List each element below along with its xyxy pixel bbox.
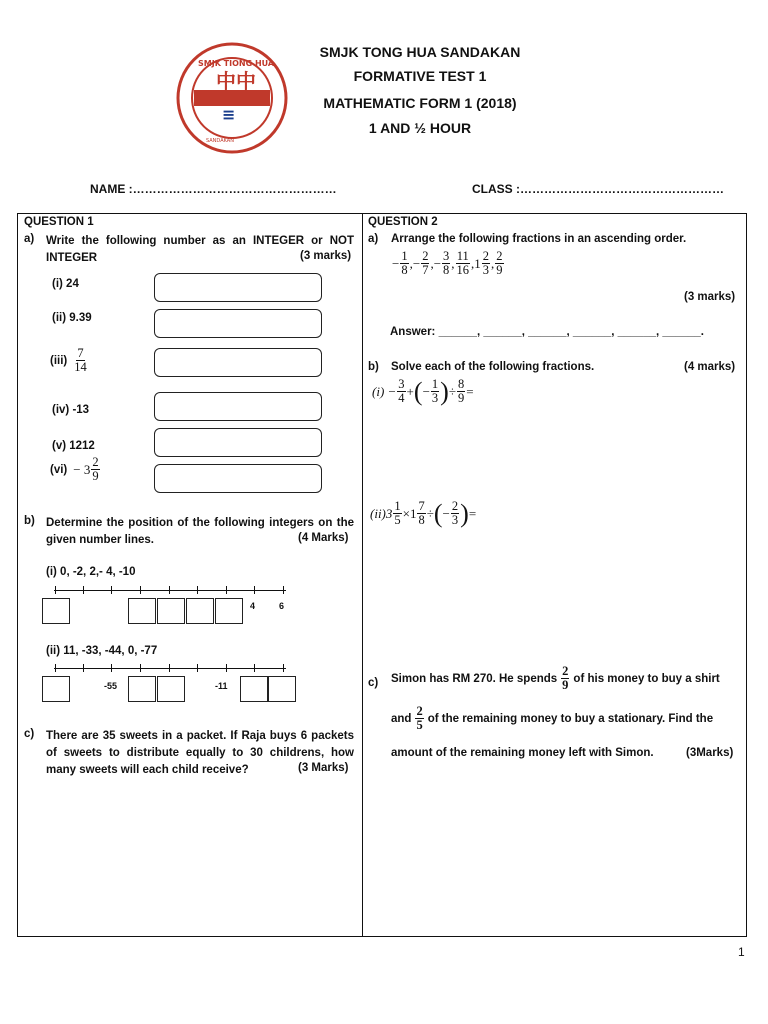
tick xyxy=(55,586,56,594)
answer-box-5[interactable] xyxy=(154,428,322,457)
duration: 1 AND ½ HOUR xyxy=(368,120,472,136)
q2a-text: Arrange the following fractions in an ascending order. xyxy=(391,233,687,245)
q2-title: QUESTION 2 xyxy=(368,216,438,228)
q1a-label: a) xyxy=(24,233,35,245)
fraction: $\frac{1}{3}$ xyxy=(431,377,439,406)
q2a-fraction-list: − $\frac{1}{8}$ ,− $\frac{2}{7}$ ,− $\frac{3}{8}$ , $\frac{11}{16}$ ,1 $\frac{2}{3}$ , $\frac{2}{9}$ xyxy=(392,249,503,278)
number-line-2-box-5[interactable] xyxy=(268,676,296,702)
fraction: $\frac{7}{8}$ xyxy=(418,499,425,528)
q1a-item-4: (iv) -13 xyxy=(52,404,90,416)
fraction-2-5: $\frac{2}{5}$ xyxy=(416,704,423,733)
fraction: $\frac{2}{3}$ xyxy=(451,499,459,528)
tick xyxy=(55,664,56,672)
q2a-answer-line[interactable]: Answer: ______, ______, ______, ______, ______, ______. xyxy=(390,326,704,338)
tick-label: 4 xyxy=(250,601,256,611)
fraction: $\frac{2}{9}$ xyxy=(496,249,503,278)
fraction: $\frac{3}{4}$ xyxy=(398,377,405,406)
number-line-2-label: (ii) 11, -33, -44, 0, -77 xyxy=(46,645,158,657)
tick xyxy=(169,586,170,594)
q1c-label: c) xyxy=(24,728,35,740)
number-line-1-box-1[interactable] xyxy=(42,598,70,624)
answer-box-4[interactable] xyxy=(154,392,322,421)
test-title: FORMATIVE TEST 1 xyxy=(353,68,487,84)
q2a-marks: (3 marks) xyxy=(684,291,736,303)
tick xyxy=(254,664,255,672)
q1a-text: Write the following number as an INTEGER or NOT INTEGER xyxy=(46,235,354,264)
fraction: $\frac{11}{16}$ xyxy=(456,249,470,278)
tick-label: -55 xyxy=(104,681,118,691)
q1-title: QUESTION 1 xyxy=(24,216,94,228)
svg-text:≡: ≡ xyxy=(222,105,236,124)
tick xyxy=(111,664,112,672)
number-line-1 xyxy=(54,590,286,591)
tick xyxy=(197,664,198,672)
tick xyxy=(283,664,284,672)
answer-box-2[interactable] xyxy=(154,309,322,338)
tick xyxy=(111,586,112,594)
q1a-item-5: (v) 1212 xyxy=(52,440,95,452)
number-line-1-box-3[interactable] xyxy=(157,598,185,624)
q1a-item-6: (vi) − 3 $\frac{2}{9}$ xyxy=(50,455,99,484)
q2b-marks: (4 marks) xyxy=(684,361,736,373)
q2c-line-3: amount of the remaining money left with Simon. xyxy=(391,747,654,759)
q2c-label: c) xyxy=(368,677,379,689)
class-field[interactable]: CLASS :…………………………………………… xyxy=(472,182,724,196)
tick xyxy=(169,664,170,672)
q2b-text: Solve each of the following fractions. xyxy=(391,361,595,373)
q2a-label: a) xyxy=(368,233,379,245)
column-divider xyxy=(362,213,363,936)
number-line-2-box-4[interactable] xyxy=(240,676,268,702)
q1a-marks: (3 marks) xyxy=(300,250,352,262)
number-line-2-box-1[interactable] xyxy=(42,676,70,702)
q2b-expression-1: (i) − $\frac{3}{4}$ + ( − $\frac{1}{3}$ ) ÷ $\frac{8}{9}$ = xyxy=(372,376,474,406)
svg-text:中中: 中中 xyxy=(216,69,256,93)
subject-title: MATHEMATIC FORM 1 (2018) xyxy=(323,95,517,111)
tick xyxy=(226,664,227,672)
number-line-2-box-2[interactable] xyxy=(128,676,156,702)
svg-text:SANDAKAN: SANDAKAN xyxy=(206,138,234,144)
number-line-2 xyxy=(54,668,286,669)
tick xyxy=(254,586,255,594)
q1a-item-1: (i) 24 xyxy=(52,278,79,290)
number-line-2-box-3[interactable] xyxy=(157,676,185,702)
q2c-line-2: and $\frac{2}{5}$ of the remaining money to buy a stationary. Find the xyxy=(391,704,714,733)
number-line-1-box-2[interactable] xyxy=(128,598,156,624)
tick xyxy=(140,586,141,594)
fraction: $\frac{1}{8}$ xyxy=(401,249,408,278)
q1c-marks: (3 Marks) xyxy=(298,762,349,774)
answer-box-6[interactable] xyxy=(154,464,322,493)
q1b-label: b) xyxy=(24,515,35,527)
number-line-1-label: (i) 0, -2, 2,- 4, -10 xyxy=(46,566,136,578)
fraction: $\frac{3}{8}$ xyxy=(443,249,450,278)
tick xyxy=(140,664,141,672)
q2c-line-1: Simon has RM 270. He spends $\frac{2}{9}$ of his money to buy a shirt xyxy=(391,664,720,693)
q2b-expression-2: (ii)3 $\frac{1}{5}$ ×1 $\frac{7}{8}$ ÷ ( − $\frac{2}{3}$ ) = xyxy=(370,498,477,528)
fraction: $\frac{1}{5}$ xyxy=(394,499,401,528)
school-name: SMJK TONG HUA SANDAKAN xyxy=(319,44,521,60)
tick xyxy=(83,586,84,594)
school-logo xyxy=(176,42,288,154)
fraction-2-9: $\frac{2}{9}$ xyxy=(92,455,99,484)
fraction: $\frac{8}{9}$ xyxy=(457,377,465,406)
q1a-item-2: (ii) 9.39 xyxy=(52,312,92,324)
tick xyxy=(283,586,284,594)
answer-box-1[interactable] xyxy=(154,273,322,302)
fraction-2-9: $\frac{2}{9}$ xyxy=(562,664,569,693)
svg-text:SMJK TIONG HUA: SMJK TIONG HUA xyxy=(198,59,275,68)
number-line-1-box-5[interactable] xyxy=(215,598,243,624)
name-field[interactable]: NAME :…………………………………………… xyxy=(90,182,337,196)
page-number: 1 xyxy=(738,945,745,959)
q1c-text: There are 35 sweets in a packet. If Raja buys 6 packets of sweets to distribute equally to 30 childrens, how many sweets will each child receive? xyxy=(46,730,354,776)
q1b-marks: (4 Marks) xyxy=(298,532,349,544)
tick-label: -11 xyxy=(215,681,228,691)
tick xyxy=(226,586,227,594)
fraction: $\frac{2}{3}$ xyxy=(482,249,490,278)
tick-label: 6 xyxy=(279,601,285,611)
q1b-text: Determine the position of the following integers on the given number lines. xyxy=(46,517,354,546)
q2b-label: b) xyxy=(368,361,379,373)
fraction-7-14: $\frac{7}{14}$ xyxy=(74,346,87,375)
tick xyxy=(83,664,84,672)
number-line-1-box-4[interactable] xyxy=(186,598,214,624)
answer-box-3[interactable] xyxy=(154,348,322,377)
fraction: $\frac{2}{7}$ xyxy=(422,249,429,278)
q1a-item-3: (iii) $\frac{7}{14}$ xyxy=(50,346,87,375)
tick xyxy=(197,586,198,594)
q2c-marks: (3Marks) xyxy=(686,747,734,759)
